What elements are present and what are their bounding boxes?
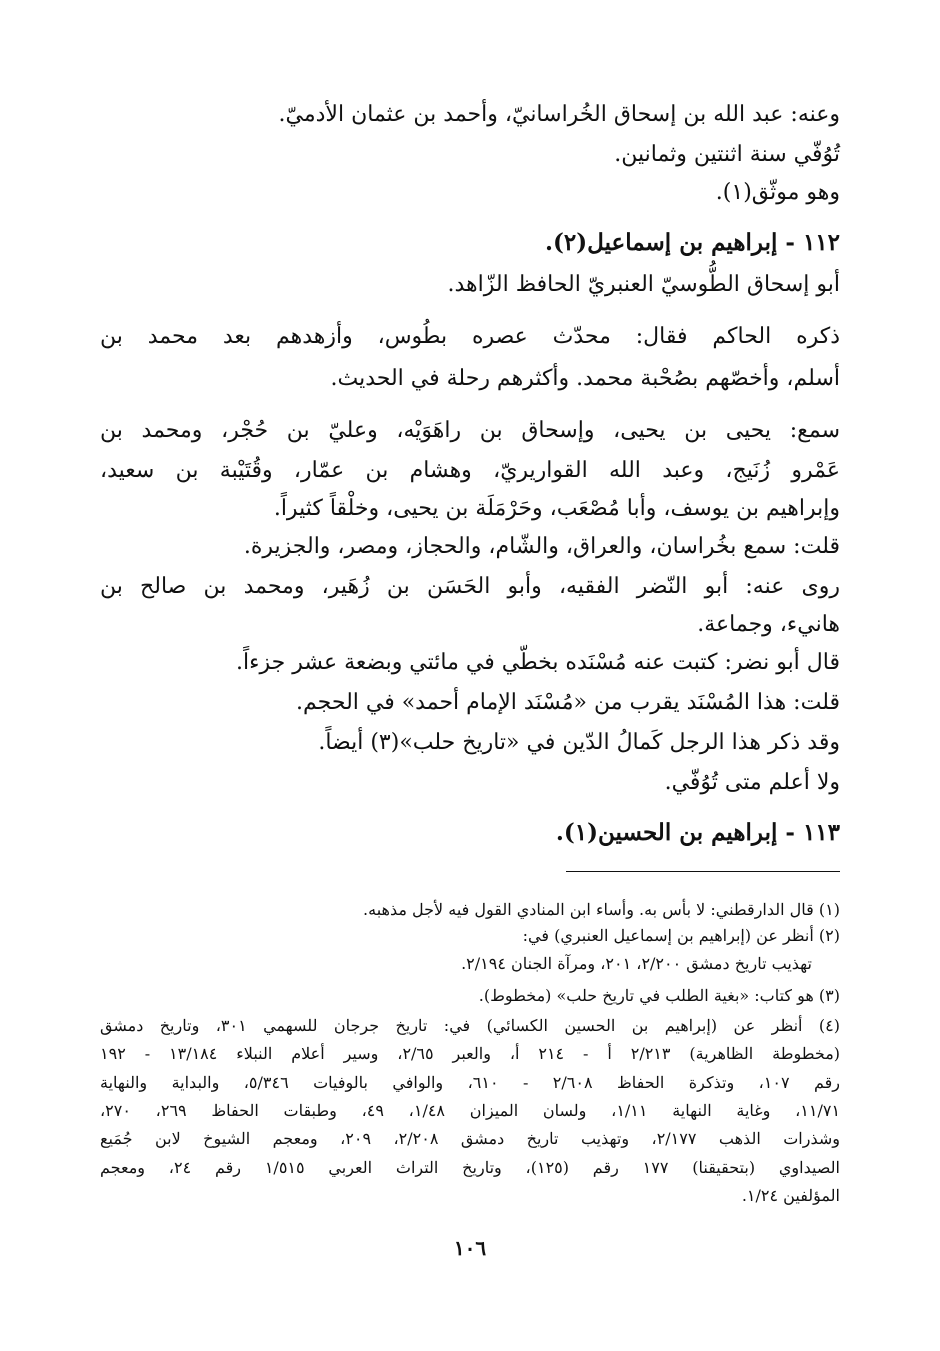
footnote-line: ١١/٧١، وغاية النهاية ١/١١، ولسان الميزان ١/٤٨، ٤٩، وطبقات الحفاظ ٢٦٩، ٢٧٠، (100, 1101, 841, 1120)
entry-heading-112: ١١٢ - إبراهيم بن إسماعيل(٢). (545, 229, 840, 256)
footnote-line: الصيداوي (بتحقيقنا) ١٧٧ رقم (١٢٥)، وتاريخ التراث العربي ١/٥١٥ رقم ٢٤، ومعجم (100, 1158, 840, 1177)
body-line: روى عنه: أبو النّضر الفقيه، وأبو الحَسَن بن زُهَير، ومحمد بن صالح بن (100, 574, 840, 599)
body-line: وعنه: عبد الله بن إسحاق الخُراسانيّ، وأحمد بن عثمان الأدميّ. (278, 102, 840, 127)
footnote-line: (٤) أنظر عن (إبراهيم بن الحسين الكسائي) في: تاريخ جرجان للسهمي ٣٠١، وتاريخ دمشق (100, 1016, 840, 1035)
footnote-line: وشذرات الذهب ٢/١٧٧، وتهذيب تاريخ دمشق ٢/٢٠٨، ٢٠٩، ومعجم الشيوخ لابن جُمَيع (100, 1129, 840, 1148)
entry-heading-113: ١١٣ - إبراهيم بن الحسين(١). (555, 819, 840, 846)
footnote-divider (566, 871, 840, 872)
footnote-line: (١) قال الدارقطني: لا بأس به. وأساء ابن المنادي القول فيه لأجل مذهبه. (363, 900, 840, 919)
footnote-line: تهذيب تاريخ دمشق ٢/٢٠٠، ٢٠١، ومرآة الجنان ٢/١٩٤. (461, 954, 812, 973)
body-line: وهو موثّق(١). (715, 180, 840, 205)
body-line: عَمْرو زُنَيج، وعبد الله القواريريّ، وهشام بن عمّار، وقُتَيْبة بن سعيد، (100, 458, 840, 483)
footnote-line: (مخطوطة الظاهرية) ٢/٢١٣ أ - ٢١٤ أ، والعبر ٢/٦٥، وسير أعلام النبلاء ١٣/١٨٤ - ١٩٢ (100, 1044, 840, 1063)
footnote-line: رقم ١٠٧، وتذكرة الحفاظ ٢/٦٠٨ - ٦١٠، والوافي بالوفيات ٥/٣٤٦، والبداية والنهاية (100, 1073, 841, 1092)
body-line: قلت: هذا المُسْنَد يقرب من «مُسْنَد الإمام أحمد» في الحجم. (296, 690, 840, 715)
body-line: ذكره الحاكم فقال: محدّث عصره بطُوس، وأزهدهم بعد محمد بن (100, 324, 840, 349)
body-line: وقد ذكر هذا الرجل كَمالُ الدّين في «تاريخ حلب»(٣) أيضاً. (318, 730, 840, 755)
body-line: وإبراهيم بن يوسف، وأبا مُصْعَب، وحَرْمَلَة بن يحيى، وخلْقاً كثيراً. (273, 496, 840, 521)
footnote-line: المؤلفين ١/٢٤. (741, 1186, 840, 1205)
body-line: قلت: سمع بخُراسان، والعراق، والشّام، والحجاز، ومصر، والجزيرة. (243, 534, 840, 559)
page-number: ١٠٦ (453, 1236, 487, 1260)
body-line: هانيء، وجماعة. (697, 612, 840, 637)
body-line: سمع: يحيى بن يحيى، وإسحاق بن راهَوَيْه، وعليّ بن حُجْر، ومحمد بن (100, 418, 840, 443)
body-line: أبو إسحاق الطُّوسيّ العنبريّ الحافظ الزّاهد. (447, 272, 840, 297)
body-line: أسلم، وأخصّهم بصُحْبة محمد. وأكثرهم رحلة في الحديث. (330, 366, 840, 391)
footnote-line: (٣) هو كتاب: «بغية الطلب في تاريخ حلب» (مخطوط). (478, 986, 840, 1005)
body-line: ولا أعلم متى تُوُفّي. (664, 770, 840, 795)
footnote-line: (٢) أنظر عن (إبراهيم بن إسماعيل العنبري) في: (522, 926, 840, 945)
body-line: قال أبو نضر: كتبت عنه مُسْنَده بخطّي في مائتي وبضعة عشر جزءاً. (236, 650, 840, 675)
body-line: تُوُفّي سنة اثنتين وثمانين. (614, 142, 840, 167)
